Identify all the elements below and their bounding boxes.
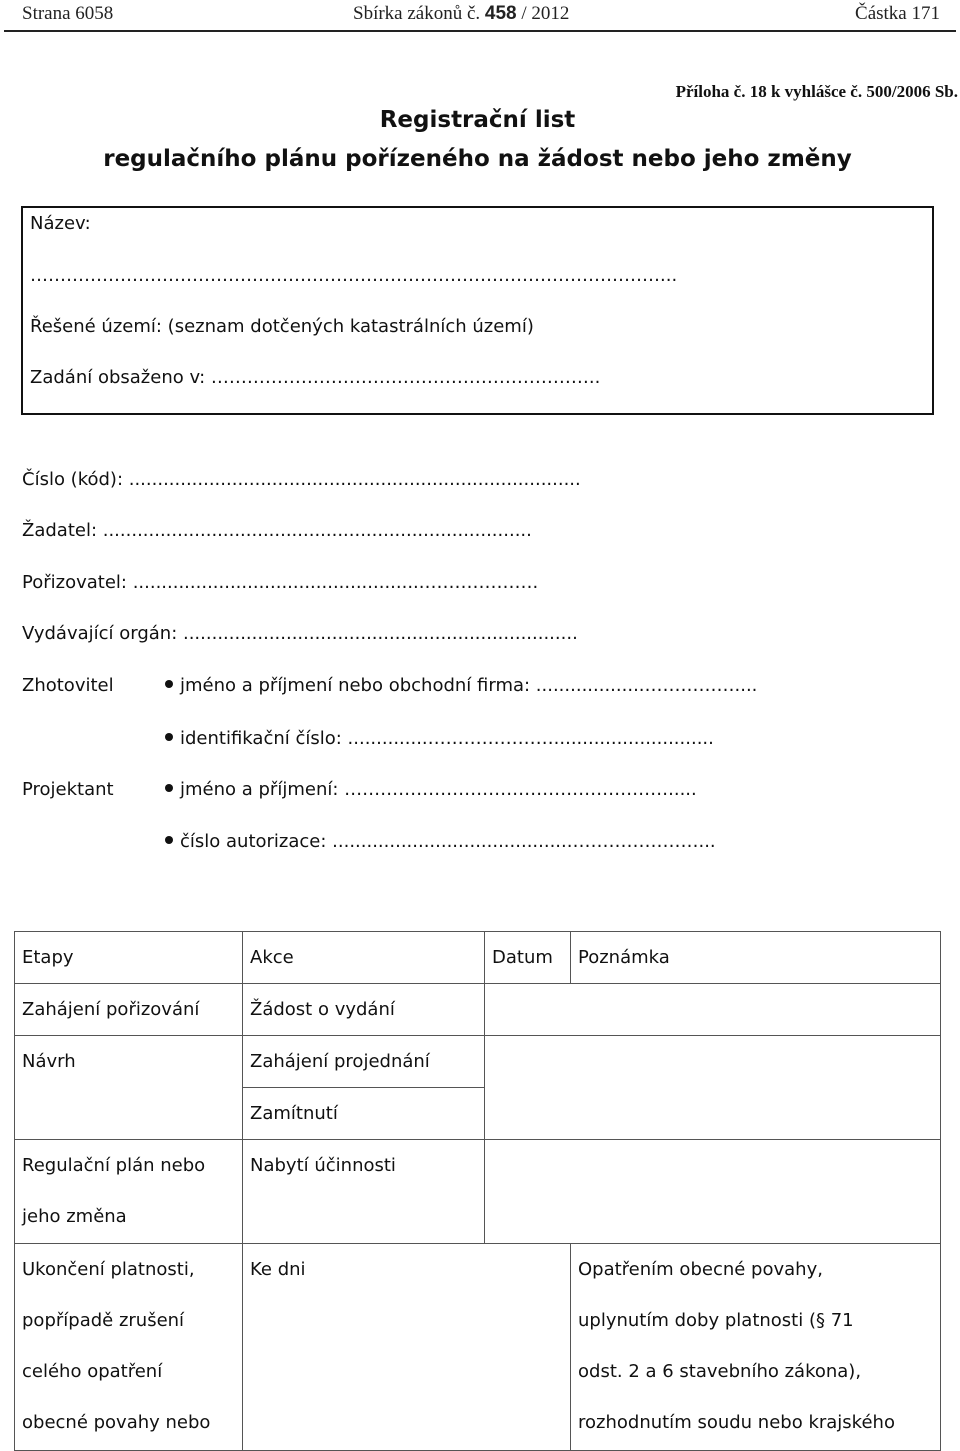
action-text: Ke dni <box>250 1259 306 1280</box>
header-divider <box>4 30 956 32</box>
designer-label: Projektant <box>22 779 114 800</box>
issuing-authority-field: Vydávající orgán: ..................................................................... <box>22 623 578 644</box>
bullet-icon <box>165 836 173 844</box>
note-text: Opatřením obecné povahy, <box>578 1259 823 1280</box>
document-title: Registrační list <box>379 107 576 133</box>
maker-name-field <box>165 675 757 696</box>
stage-text: obecné povahy nebo <box>22 1412 211 1433</box>
stage-cell <box>15 1036 243 1140</box>
stage-text: Regulační plán nebo <box>22 1155 206 1176</box>
bullet-icon <box>165 680 173 688</box>
name-label: Název: <box>30 213 91 234</box>
action-cell <box>243 1244 571 1451</box>
action-cell <box>243 1140 485 1244</box>
territory-label: Řešené území: (seznam dotčených katastrálních území) <box>30 316 534 337</box>
page-number: Strana 6058 <box>22 3 114 24</box>
annex-reference: Příloha č. 18 k vyhlášce č. 500/2006 Sb. <box>675 82 958 101</box>
table-row <box>15 1036 941 1088</box>
date-note-cell <box>485 1140 941 1244</box>
collection-number: 458 <box>484 3 517 24</box>
note-text: odst. 2 a 6 stavebního zákona), <box>578 1361 862 1382</box>
stage-text: celého opatření <box>22 1361 163 1382</box>
designer-auth-field <box>165 831 716 852</box>
stage-cell <box>15 1140 243 1244</box>
procurer-field: Pořizovatel: ...................................................………………. <box>22 572 539 593</box>
name-box <box>21 206 934 415</box>
name-field: ……………………………………………………………………………………………... <box>30 265 678 286</box>
stage-cell <box>15 1244 243 1451</box>
action-text: Nabytí účinnosti <box>250 1155 396 1176</box>
table-header-row <box>15 932 941 984</box>
designer-auth-text: číslo autorizace: ..........................................…………………... <box>180 831 716 852</box>
stage-text: Návrh <box>22 1051 76 1072</box>
note-cell <box>571 1244 941 1451</box>
designer-name-field <box>165 779 697 800</box>
action-cell: Zahájení projednání <box>243 1036 485 1088</box>
maker-name-text: jméno a příjmení nebo obchodní firma: ...................…………….... <box>180 675 758 696</box>
assignment-field: Zadání obsaženo v: ……………………………………………………….. <box>30 367 601 388</box>
stage-text: jeho změna <box>22 1206 127 1227</box>
note-text: rozhodnutím soudu nebo krajského <box>578 1412 895 1433</box>
date-note-cell <box>485 984 941 1036</box>
maker-id-text: identifikační číslo: ..............…………………............................ <box>180 728 714 749</box>
header-cell-stages: Etapy <box>15 932 243 984</box>
applicant-field: Žadatel: ........................................................................... <box>22 520 532 541</box>
collection-reference <box>353 3 569 25</box>
maker-label: Zhotovitel <box>22 675 114 696</box>
action-cell: Žádost o vydání <box>243 984 485 1036</box>
header-cell-date: Datum <box>485 932 571 984</box>
designer-name-text: jméno a příjmení: ………………………………………………..... <box>180 779 697 800</box>
collection-label: Sbírka zákonů č. <box>353 3 481 24</box>
bullet-icon <box>165 733 173 741</box>
stage-text: Ukončení platnosti, <box>22 1259 195 1280</box>
stages-table <box>14 931 941 1451</box>
maker-id-field <box>165 728 714 749</box>
collection-year: / 2012 <box>521 3 570 24</box>
number-code-field: Číslo (kód): ............................................................................... <box>22 469 581 490</box>
action-cell: Zamítnutí <box>243 1088 485 1140</box>
table-row <box>15 984 941 1036</box>
stage-text: popřípadě zrušení <box>22 1310 185 1331</box>
header-cell-action: Akce <box>243 932 485 984</box>
page-header <box>0 0 960 31</box>
note-text: uplynutím doby platnosti (§ 71 <box>578 1310 854 1331</box>
stage-cell: Zahájení pořizování <box>15 984 243 1036</box>
document-subtitle: regulačního plánu pořízeného na žádost nebo jeho změny <box>103 146 852 172</box>
bullet-icon <box>165 784 173 792</box>
part-label: Částka 171 <box>855 3 940 24</box>
date-note-cell <box>485 1036 941 1140</box>
header-cell-note: Poznámka <box>571 932 941 984</box>
